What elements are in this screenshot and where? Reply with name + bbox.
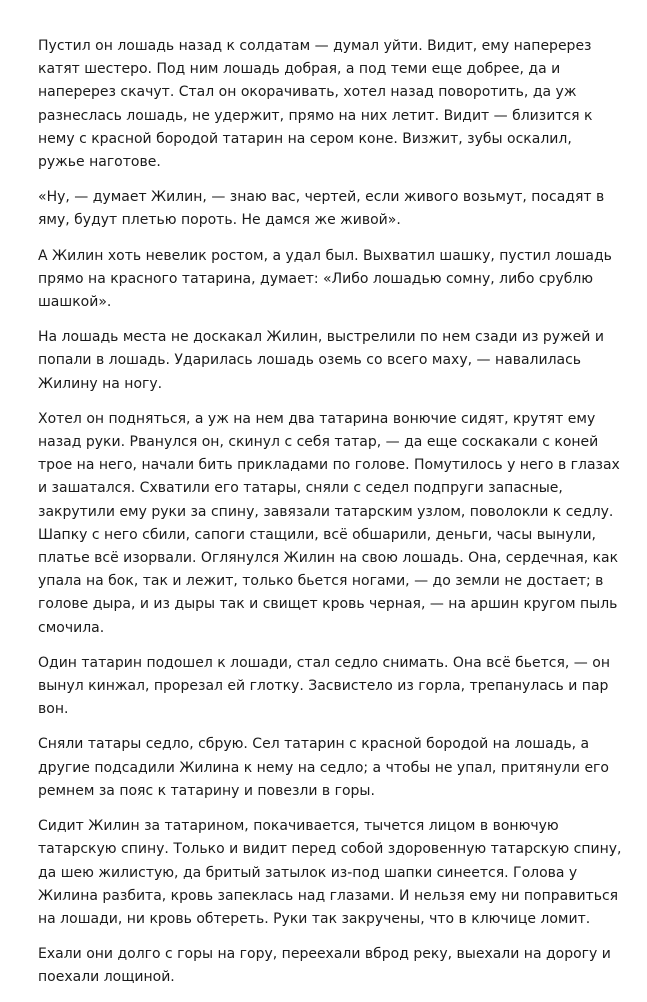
paragraph: Хотел он подняться, а уж на нем два татарина вонючие сидят, крутят ему назад руки. Рванулся он, скинул с себя татар, — да еще соскакали с коней трое на него, начали бить прикладами по голове. Помутилось у него в глазах и зашатался. Схватили его татары, сняли с седел подпруги запасные, закрутили ему руки за спину, завязали татарским узлом, поволокли к седлу. Шапку с него сбили, сапоги стащили, всё обшарили, деньги, часы вынули, платье всё изорвали. Оглянулся Жилин на свою лошадь. Она, сердечная, как упала на бок, так и лежит, только бьется ногами, — до земли не достает; в голове дыра, и из дыры так и свищет кровь черная, — на аршин кругом пыль смочила. [38,410,620,636]
paragraph: Сидит Жилин за татарином, покачивается, тычется лицом в вонючую татарскую спину. Только и видит перед собой здоровенную татарскую спину, да шею жилистую, да бритый затылок из-под шапки синеется. Голова у Жилина разбита, кровь запеклась над глазами. И нельзя ему ни поправиться на лошади, ни кровь обтереть. Руки так закручены, что в ключице ломит. [38,818,622,927]
paragraph: Сняли татары седло, сбрую. Сел татарин с красной бородой на лошадь, а другие подсадили Жилина к нему на седло; а чтобы не упал, притянули его ремнем за пояс к татарину и повезли в горы. [38,736,609,799]
paragraph: «Ну, — думает Жилин, — знаю вас, чертей, если живого возьмут, посадят в яму, будут плетью пороть. Не дамся же живой». [38,189,605,229]
paragraph: На лошадь места не доскакал Жилин, выстрелили по нем сзади из ружей и попали в лошадь. Ударилась лошадь оземь со всего маху, — навалилась Жилину на ногу. [38,329,604,392]
paragraph: Ехали они долго с горы на гору, переехали вброд реку, выехали на дорогу и поехали лощиной. [38,946,611,986]
paragraph: Один татарин подошел к лошади, стал седло снимать. Она всё бьется, — он вынул кинжал, прорезал ей глотку. Засвистело из горла, трепанулась и пар вон. [38,654,610,718]
paragraph: А Жилин хоть невелик ростом, а удал был. Выхватил шашку, пустил лошадь прямо на красного татарина, думает: «Либо лошадью сомну, либо срублю шашкой». [38,247,612,311]
paragraph: Пустил он лошадь назад к солдатам — думал уйти. Видит, ему наперерез катят шестеро. Под ним лошадь добрая, а под теми еще добрее, да и наперерез скачут. Стал он окорачивать, хотел назад поворотить, да уж разнеслась лошадь, не удержит, прямо на них летит. Видит — близится к нему с красной бородой татарин на сером коне. Визжит, зубы оскалил, ружье наготове. [38,38,593,171]
document-body [38,35,622,1002]
